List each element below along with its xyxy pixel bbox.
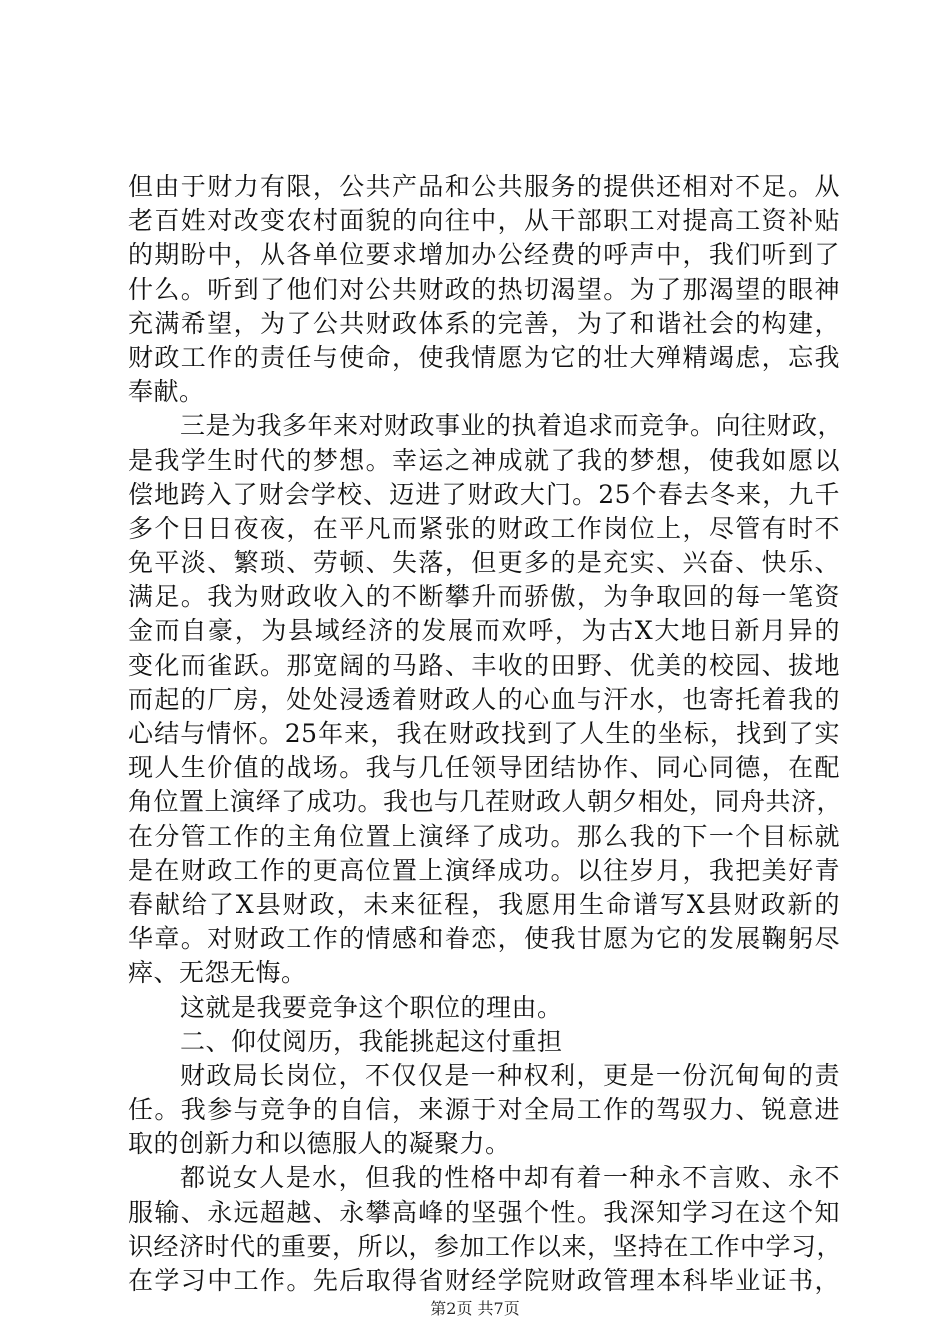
- text-line: 是我学生时代的梦想。幸运之神成就了我的梦想，使我如愿以: [128, 445, 840, 475]
- text-line: 心结与情怀。25年来，我在财政找到了人生的坐标，找到了实: [128, 719, 840, 748]
- text-line: 在学习中工作。先后取得省财经学院财政管理本科毕业证书，: [128, 1266, 840, 1295]
- text-line: 免平淡、繁琐、劳顿、失落，但更多的是充实、兴奋、快乐、: [128, 548, 840, 578]
- text-line: 识经济时代的重要，所以，参加工作以来，坚持在工作中学习，: [128, 1231, 843, 1261]
- text-line: 充满希望，为了公共财政体系的完善，为了和谐社会的构建，: [128, 308, 840, 338]
- text-line: 服输、永远超越、永攀高峰的坚强个性。我深知学习在这个知: [128, 1197, 840, 1227]
- text-line: 但由于财力有限，公共产品和公共服务的提供还相对不足。从: [128, 172, 840, 201]
- text-line: 变化而雀跃。那宽阔的马路、丰收的田野、优美的校园、拔地: [128, 650, 840, 680]
- text-line: 什么。听到了他们对公共财政的热切渴望。为了那渴望的眼神: [128, 274, 840, 304]
- text-line: 在分管工作的主角位置上演绎了成功。那么我的下一个目标就: [128, 821, 840, 851]
- text-line: 都说女人是水，但我的性格中却有着一种永不言败、永不: [180, 1163, 840, 1193]
- text-line: 二、仰仗阅历，我能挑起这付重担: [180, 1026, 563, 1056]
- text-line: 满足。我为财政收入的不断攀升而骄傲，为争取回的每一笔资: [128, 582, 840, 612]
- text-line: 老百姓对改变农村面貌的向往中，从干部职工对提高工资补贴: [128, 206, 840, 236]
- page-number-footer: 第2页 共7页: [430, 1299, 520, 1318]
- text-line: 财政局长岗位，不仅仅是一种权利，更是一份沉甸甸的责: [180, 1060, 840, 1090]
- text-line: 三是为我多年来对财政事业的执着追求而竞争。向往财政，: [180, 411, 844, 441]
- text-line: 现人生价值的战场。我与几任领导团结协作、同心同德，在配: [128, 753, 840, 783]
- text-line: 角位置上演绎了成功。我也与几茬财政人朝夕相处，同舟共济，: [128, 787, 843, 817]
- text-line: 华章。对财政工作的情感和眷恋，使我甘愿为它的发展鞠躬尽: [128, 924, 840, 954]
- text-line: 任。我参与竞争的自信，来源于对全局工作的驾驭力、锐意进: [128, 1095, 840, 1125]
- text-line: 取的创新力和以德服人的凝聚力。: [128, 1129, 511, 1159]
- text-line: 的期盼中，从各单位要求增加办公经费的呼声中，我们听到了: [128, 240, 840, 270]
- text-line: 财政工作的责任与使命，使我情愿为它的壮大殚精竭虑，忘我: [128, 342, 840, 372]
- text-line: 偿地跨入了财会学校、迈进了财政大门。25个春去冬来，九千: [128, 479, 840, 509]
- text-line: 多个日日夜夜，在平凡而紧张的财政工作岗位上，尽管有时不: [128, 513, 840, 543]
- text-line: 这就是我要竞争这个职位的理由。: [180, 992, 563, 1022]
- text-line: 是在财政工作的更高位置上演绎成功。以往岁月，我把美好青: [128, 855, 840, 885]
- text-line: 而起的厂房，处处浸透着财政人的心血与汗水，也寄托着我的: [128, 684, 840, 714]
- document-body: [128, 170, 844, 1298]
- text-line: 瘁、无怨无悔。: [128, 958, 307, 988]
- text-line: 春献给了X县财政，未来征程，我愿用生命谱写X县财政新的: [128, 889, 840, 919]
- text-line: 金而自豪，为县域经济的发展而欢呼，为古X大地日新月异的: [128, 616, 840, 646]
- text-line: 奉献。: [128, 377, 205, 407]
